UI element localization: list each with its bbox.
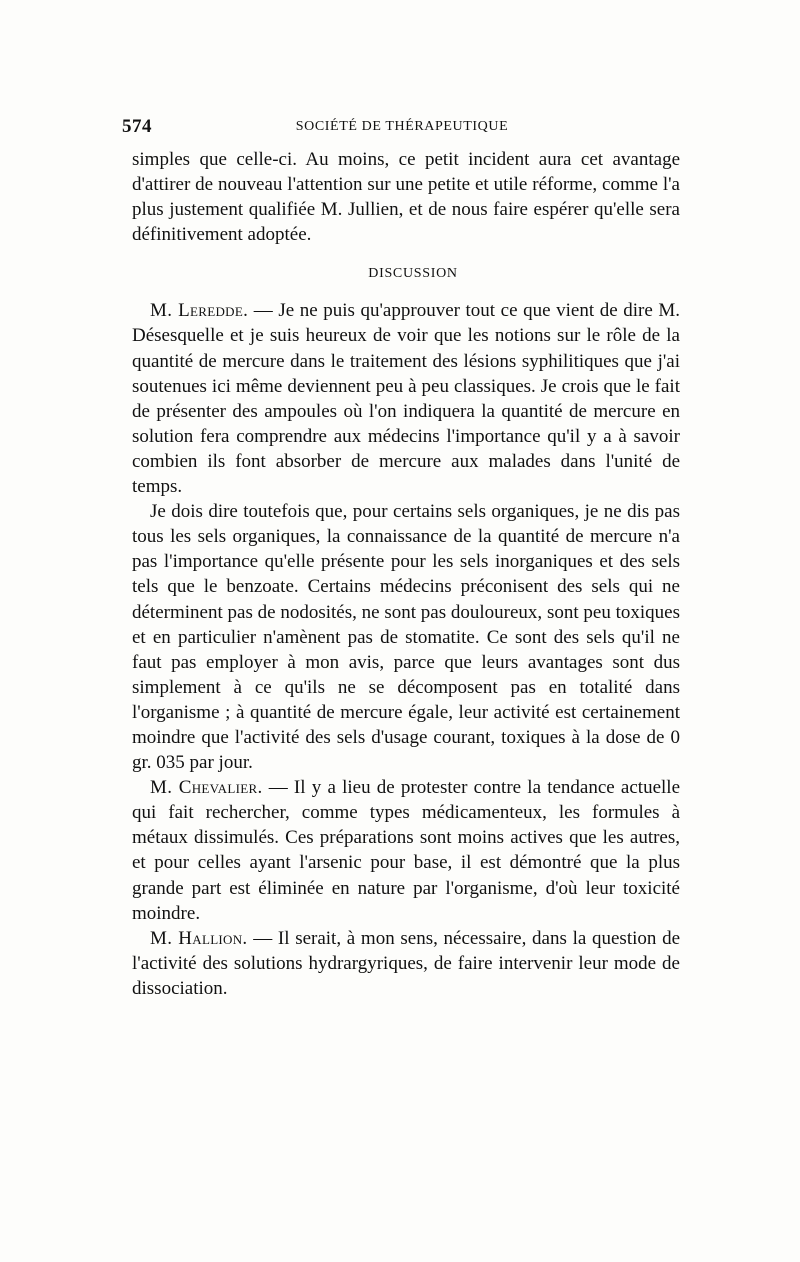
speaker-name-hallion: M. Hallion.: [150, 927, 248, 949]
speaker-name-leredde: M. Leredde.: [150, 300, 249, 322]
section-heading: DISCUSSION: [368, 266, 458, 282]
hallion-text: — Il serait, à mon sens, nécessaire, dans la question de l'activité des solutions hydrargyriques, de faire intervenir leur mode de dissociation.: [132, 927, 680, 999]
chevalier-text: — Il y a lieu de protester contre la tendance actuelle qui fait rechercher, comme types médicamenteux, les formules à métaux dissimulés. Ces préparations sont moins actives que les autres, et pour celles ayant l'arsenic pour base, il est démontré que la plus grande part est éliminée en nature par l'organisme, d'où leur toxicité moindre.: [132, 777, 681, 924]
page-number: 574: [122, 116, 152, 137]
leredde-paragraph: [132, 298, 680, 499]
leredde-intro-text: — Je ne puis qu'approuver tout ce que vient de dire M. Désesquelle et je suis heureux de voir que les notions sur le rôle de la quantité de mercure dans le traitement des lésions syphilitiques que j'ai soutenues ici même deviennent peu à peu classiques. Je crois que le fait de présenter des ampoules où l'on indiquera la quantité de mercure en solution fera comprendre aux médecins l'importance qu'il y a à savoir combien ils font absorber de mercure aux malades dans l'unité de temps.: [132, 300, 680, 498]
chevalier-paragraph: [132, 775, 680, 926]
hallion-paragraph: [132, 926, 680, 1001]
opening-paragraph: simples que celle-ci. Au moins, ce petit incident aura cet avantage d'attirer de nouveau l'attention sur une petite et utile réforme, comme l'a plus justement qualifiée M. Jullien, et de nous faire espérer qu'elle sera définitivement adoptée.: [132, 149, 680, 246]
leredde-continuation-paragraph: Je dois dire toutefois que, pour certains sels organiques, je ne dis pas tous les sels organiques, la connaissance de la quantité de mercure n'a pas l'importance qu'elle présente pour les sels inorganiques et des sels tels que le benzoate. Certains médecins préconisent des sels qui ne déterminent pas de nodosités, ne sont pas douloureux, sont peu toxiques et en particulier n'amènent pas de stomatite. Ce sont des sels qu'il ne faut pas employer à mon avis, parce que leurs avantages sont dus simplement à ce qu'ils ne se décomposent pas en totalité dans l'organisme ; à quantité de mercure égale, leur activité est certainement moindre que l'activité des sels d'usage courant, toxiques à la dose de 0 gr. 035 par jour.: [132, 501, 680, 774]
speaker-name-chevalier: M. Chevalier.: [150, 777, 263, 799]
journal-title: SOCIÉTÉ DE THÉRAPEUTIQUE: [295, 119, 509, 134]
running-head: [120, 116, 684, 140]
body-text: [132, 147, 680, 1001]
